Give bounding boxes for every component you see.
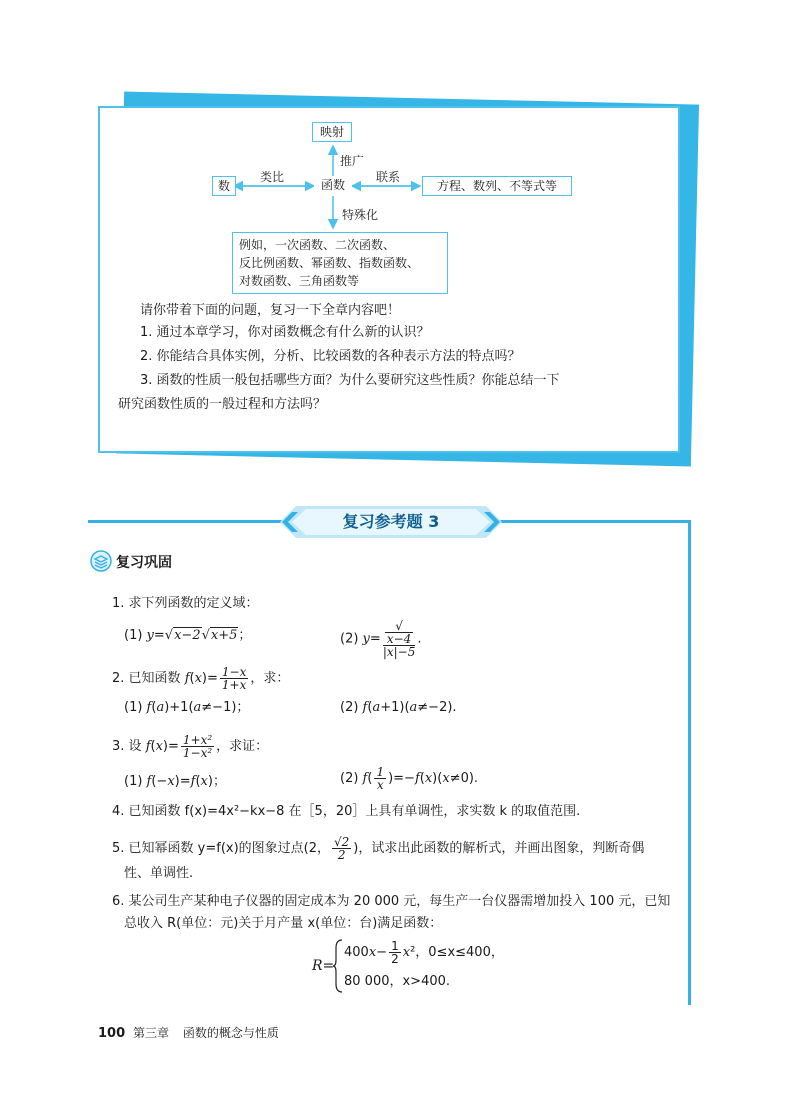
problem-6-cont: 总收入 R(单位：元)关于月产量 x(单位：台)满足函数： xyxy=(124,916,443,931)
piecewise-case-1: 400x− $\frac{1}{2}$ x²，0≤x≤400， xyxy=(344,939,504,966)
card-question-3: 3. 函数的性质一般包括哪些方面？为什么要研究这些性质？你能总结一下 xyxy=(140,373,560,388)
problem-5-text-cont: ，试求出此函数的解析式，并画出图象，判断奇偶 xyxy=(358,841,645,856)
problem-5: 5. 已知幂函数 y=f(x)的图象过点(2， $\frac{√2}{2}$ )，试求出此函数的解析式，并画出图象，判断奇偶 xyxy=(112,835,645,862)
card-intro: 请你带着下面的问题，复习一下全章内容吧！ xyxy=(140,303,401,318)
generalize-label: 推广 xyxy=(340,154,365,168)
problem-5-text-end: 性、单调性. xyxy=(124,866,194,881)
review-title: 复习参考题 3 xyxy=(342,512,440,531)
piecewise-brace xyxy=(332,938,344,994)
specialize-label: 特殊化 xyxy=(342,208,379,222)
connect-label: 联系 xyxy=(376,170,401,184)
problem-1: 1. 求下列函数的定义域： xyxy=(112,596,259,611)
problem-2-part-1: (1) f(a)+1(a≠−1)； xyxy=(124,700,250,715)
piecewise-case-2: 80 000，x>400. xyxy=(344,974,451,989)
problem-3-part-2: (2) f( $\frac{1}{x}$ )=−f(x)(x≠0). xyxy=(340,765,479,792)
problem-2-part-2: (2) f(a+1)(a≠−2). xyxy=(340,700,457,715)
problem-2-tail: ，求： xyxy=(250,671,290,686)
mapping-box xyxy=(312,122,352,142)
number-label: 数 xyxy=(217,179,230,193)
problem-4: 4. 已知函数 f(x)=4x²−kx−8 在［5，20］上具有单调性，求实数 k 的取值范围. xyxy=(112,804,581,819)
problem-3-part-1: (1) f(−x)=f(x)； xyxy=(124,774,226,789)
card-question-1: 1. 通过本章学习，你对函数概念有什么新的认识？ xyxy=(140,325,430,340)
examples-line-2: 反比例函数、幂函数、指数函数、 xyxy=(239,256,420,270)
piecewise-case-1-range: ，0≤x≤400， xyxy=(415,945,504,960)
problem-3: 3. 设 f(x)= $\frac{\text{1+x²}}{\text{1−x²}}$ ，求证： xyxy=(112,733,269,760)
section-heading: 复习巩固 xyxy=(116,555,172,571)
function-label: 函数 xyxy=(320,178,345,192)
analogy-label: 类比 xyxy=(260,170,285,184)
stack-icon xyxy=(90,550,112,572)
problem-2-text: 2. 已知函数 xyxy=(112,671,181,686)
equations-label: 方程、数列、不等式等 xyxy=(436,179,557,193)
right-rule xyxy=(688,520,691,1005)
page-number: 100 xyxy=(98,1026,126,1041)
problem-2: 2. 已知函数 f(x)= $\frac{1-x}{1+x}$ ，求： xyxy=(112,665,290,692)
mapping-label: 映射 xyxy=(319,125,344,139)
problem-5-text: 5. 已知幂函数 y=f(x)的图象过点 xyxy=(112,841,304,856)
page-footer xyxy=(98,1024,279,1041)
chapter-title: 函数的概念与性质 xyxy=(182,1026,279,1040)
card-question-3-cont: 研究函数性质的一般过程和方法吗？ xyxy=(118,397,327,412)
problem-3-tail: ，求证： xyxy=(216,739,269,754)
problem-3-text: 3. 设 xyxy=(112,739,142,754)
problem-6: 6. 某公司生产某种电子仪器的固定成本为 20 000 元，每生产一台仪器需增加投入 100 元，已知 xyxy=(112,894,671,909)
equations-box xyxy=(422,176,572,196)
number-box xyxy=(212,176,236,196)
function-box xyxy=(314,176,352,194)
problem-1-part-1: (1) y=√x−2√x+5； xyxy=(124,628,252,643)
summary-card xyxy=(98,106,680,453)
examples-line-3: 对数函数、三角函数等 xyxy=(239,274,360,288)
chapter-label: 第三章 xyxy=(132,1026,169,1040)
examples-line-1: 例如，一次函数、二次函数、 xyxy=(239,238,396,252)
card-question-2: 2. 你能结合具体实例，分析、比较函数的各种表示方法的特点吗？ xyxy=(140,349,521,364)
examples-box xyxy=(232,232,448,294)
piecewise-lhs: R= xyxy=(312,958,335,974)
problem-1-part-2: (2) y= √ x−4 |x|−5 . xyxy=(340,619,422,659)
